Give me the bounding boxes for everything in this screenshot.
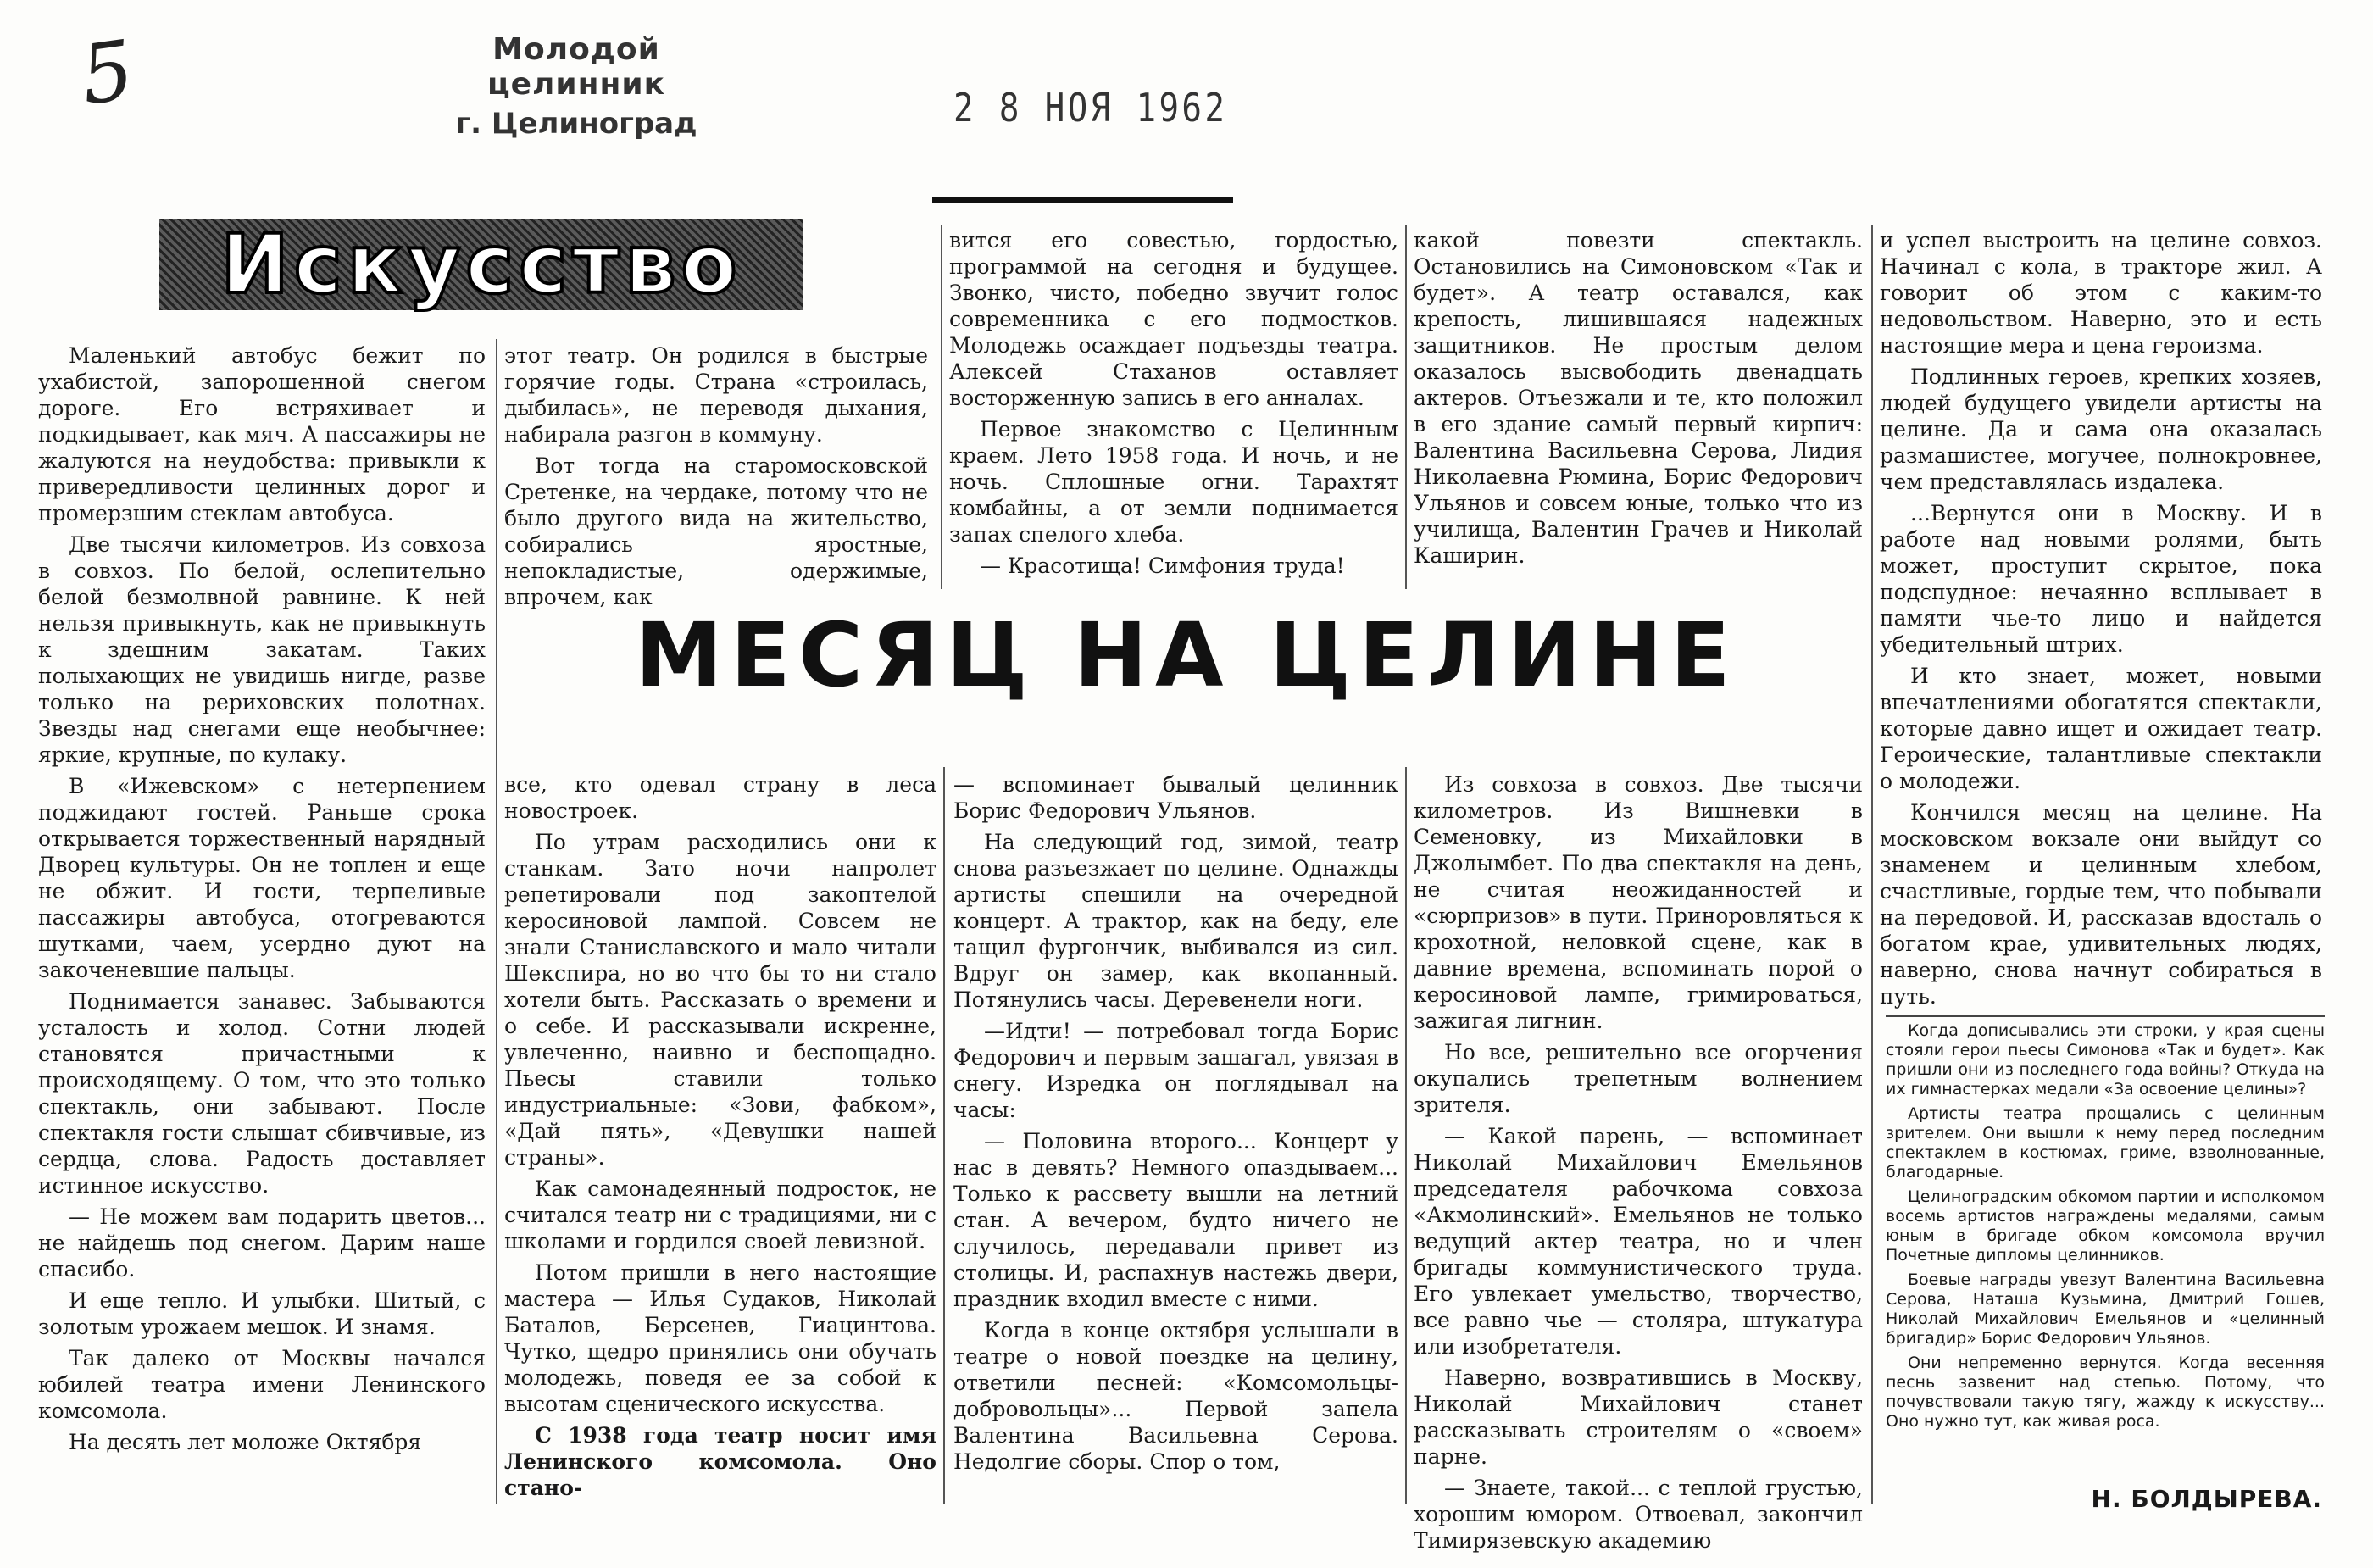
headline: МЕСЯЦ НА ЦЕЛИНЕ <box>635 603 1738 707</box>
paragraph: — вспоминает бывалый целинник Борис Федорович Ульянов. <box>953 772 1398 823</box>
column-divider <box>1405 225 1407 589</box>
paragraph: Но все, решительно все огорчения окупались трепетным волнением зрителя. <box>1414 1040 1863 1117</box>
article-column-2-top <box>504 342 928 609</box>
paragraph: На десять лет моложе Октября <box>69 1430 422 1454</box>
article-column-3-bottom <box>953 771 1398 1502</box>
paragraph: Маленький автобус бежит по ухабистой, запорошенной снегом дороге. Его встряхивает и подкидывает, как мяч. А пассажиры не жалуются на неудобства: привыкли к привередливости целинных дорог и промерзшим стеклам автобуса. <box>38 343 486 525</box>
paragraph: В «Ижевском» с нетерпением поджидают гостей. Раньше срока открывается торжественный нарядный Дворец культуры. Он не топлен и еще не обжит. И гости, терпеливые пассажиры автобуса, отогреваются шутками, чаем, усердно дуют на закоченевшие пальцы. <box>38 774 486 982</box>
date-stamp: 2 8 НОЯ 1962 <box>953 85 1228 131</box>
footnote-rule <box>1886 1015 2325 1017</box>
paragraph: какой повезти спектакль. Остановились на Симоновском «Так и будет». А театр оставался, как крепость, лишившаяся надежных защитников. Не простым делом оказалось высвободить двенадцать актеров. Отъезжали и те, кто положил в его здание самый первый кирпич: Валентина Васильевна Серова, Лидия Николаевна Рюмина, Борис Федорович Ульянов и совсем юные, только что из училища, Валентин Грачев и Николай Каширин. <box>1414 228 1863 568</box>
column-divider <box>943 767 945 1504</box>
handwritten-page-number: 5 <box>75 22 140 124</box>
column-divider <box>1871 225 1873 1504</box>
article-column-5 <box>1880 227 2322 1015</box>
publication-name: Молодой целинник <box>486 32 666 102</box>
paragraph: Из совхоза в совхоз. Две тысячи километров. Из Вишневки в Семеновку, из Михайловки в Джолымбет. По два спектакля на день, не считая неожиданностей и «сюрпризов» в пути. Приноровляться к крохотной, неловкой сцене, как в давние времена, вспоминать порой о керосиновой лампе, гримироваться, зажигая лигнин. <box>1414 772 1863 1033</box>
paragraph: — Какой парень, — вспоминает Николай Михайлович Емельянов председателя рабочкома совхоза «Акмолинский». Емельянов не только ведущий актер театра, но и член бригады коммунистического труда. Его увлекает умельство, творчество, все равно чье — столяра, штукатура или изобретателя. <box>1414 1124 1863 1359</box>
paragraph: — Не можем вам подарить цветов... не найдешь под снегом. Дарим наше спасибо. <box>38 1204 486 1282</box>
paragraph: Вот тогда на старомосковской Сретенке, на чердаке, потому что не было другого вида на жительство, собирались яростные, непокладистые, одержимые, впрочем, как <box>504 453 928 609</box>
paragraph: — Половина второго... Концерт у нас в девять? Немного опаздываем... Только к рассвету вышли на летний стан. А вечером, будто ничего не случилось, передавали привет из столицы. И, распахнув настежь двери, праздник входил вместе с ними. <box>953 1129 1398 1311</box>
paragraph: вится его совестью, гордостью, программой на сегодня и будущее. Звонко, чисто, победно звучит голос современника с его подмостков. Молодежь осаждает подъезды театра. Алексей Стаханов оставляет восторженную запись в его анналах. <box>949 228 1398 410</box>
paragraph: Как самонадеянный подросток, не считался театр ни с традициями, ни с школами и гордился своей левизной. <box>504 1176 936 1254</box>
paragraph: ...Вернутся они в Москву. И в работе над новыми ролями, быть может, проступит скрытое, пока подспудное: нечаянно всплывает в памяти чье-то лицо и найдется убедительный штрих. <box>1880 501 2322 657</box>
footnote-paragraph: Целиноградским обкомом партии и исполкомом восемь артистов награждены медалями, самым юным в бригаде обком комсомола вручил Почетные дипломы целинников. <box>1886 1187 2325 1265</box>
paragraph: Кончился месяц на целине. На московском вокзале они выйдут со знаменем и целинным хлебом, счастливые, гордые тем, что побывали на передовой. И, рассказав вдосталь о богатом крае, удивительных людях, наверно, снова начнут собираться в путь. <box>1880 800 2322 1009</box>
rubric-banner <box>159 219 803 310</box>
paragraph: Наверно, возвратившись в Москву, Николай Михайлович станет рассказывать строителям о «своем» парне. <box>1414 1365 1863 1469</box>
footnote-paragraph: Когда дописывались эти строки, у края сцены стояли герои пьесы Симонова «Так и будет». Как пришли они из последнего года войны? Откуда на их гимнастерках медали «За освоение целины»? <box>1886 1021 2325 1098</box>
top-rule <box>932 197 1233 203</box>
column-divider <box>941 225 942 589</box>
article-column-3-top <box>949 227 1398 583</box>
column-divider <box>1405 767 1407 1504</box>
paragraph: На следующий год, зимой, театр снова разъезжает по целине. Однажды артисты спешили на очередной концерт. А трактор, как на беду, еле тащил фургончик, выбивался из сил. Вдруг он замер, как вкопанный. Потянулись часы. Деревенели ноги. <box>953 830 1398 1012</box>
paragraph: Так далеко от Москвы начался юбилей театра имени Ленинского комсомола. <box>38 1346 486 1423</box>
footnote-block <box>1886 1021 2325 1437</box>
rubric-title: Искусство <box>220 217 742 312</box>
publication-city: г. Целиноград <box>455 107 697 141</box>
article-column-1 <box>38 342 486 1502</box>
paragraph: все, кто одевал страну в леса новостроек. <box>504 772 936 823</box>
paragraph: и успел выстроить на целине совхоз. Начинал с кола, в тракторе жил. А говорит об этом с каким-то недовольством. Наверно, это и есть настоящие мера и цена героизма. <box>1880 228 2322 358</box>
paragraph: Потом пришли в него настоящие мастера — Илья Судаков, Николай Баталов, Берсенев, Гиацинтова. Чутко, щедро принялись они обучать молодежь, поведя ее за собой к высотам сценического искусства. <box>504 1260 936 1416</box>
article-column-4-bottom <box>1414 771 1863 1553</box>
column-divider <box>496 339 497 1504</box>
author-byline: Н. БОЛДЫРЕВА. <box>2091 1485 2322 1513</box>
paragraph: этот театр. Он родился в быстрые горячие годы. Страна «строилась, дыбилась», не переводя дыхания, набирала разгон в коммуну. <box>504 343 928 447</box>
paragraph: По утрам расходились они к станкам. Зато ночи напролет репетировали под закоптелой керосиновой лампой. Совсем не знали Станиславского и мало читали Шекспира, но во что бы то ни стало хотели быть. Рассказать о времени и о себе. И рассказывали искренне, увлеченно, наивно и беспощадно. Пьесы ставили только индустриальные: «Зови, фабком», «Дай пять», «Девушки нашей страны». <box>504 830 936 1170</box>
paragraph: — Знаете, такой... с теплой грустью, хорошим юмором. Отвоевал, закончил Тимирязевскую академию <box>1414 1476 1863 1553</box>
article-column-2-bottom <box>504 771 936 1502</box>
footnote-paragraph: Они непременно вернутся. Когда весенняя песнь зазвенит над степью. Потому, что почувствовали такую тягу, жажду к искусству... Оно нужно тут, как живая роса. <box>1886 1354 2325 1431</box>
paragraph: Подлинных героев, крепких хозяев, людей будущего увидели артисты на целине. Да и сама она оказалась размашистее, могучее, полнокровнее, чем представлялась издалека. <box>1880 364 2322 494</box>
paragraph: Первое знакомство с Целинным краем. Лето 1958 года. И ночь, и не ночь. Сплошные огни. Тарахтят комбайны, а от земли поднимается запах спелого хлеба. <box>949 417 1398 547</box>
paragraph: И еще тепло. И улыбки. Шитый, с золотым урожаем мешок. И знамя. <box>38 1288 486 1339</box>
paragraph: С 1938 года театр носит имя Ленинского комсомола. Оно стано- <box>504 1423 936 1500</box>
paragraph: —Идти! — потребовал тогда Борис Федорович и первым зашагал, увязая в снегу. Изредка он поглядывал на часы: <box>953 1019 1398 1122</box>
footnote-paragraph: Боевые награды увезут Валентина Васильевна Серова, Наташа Кузьмина, Дмитрий Гошев, Николай Михайлович Емельянов и «целинный бригадир» Борис Федорович Ульянов. <box>1886 1271 2325 1348</box>
footnote-paragraph: Артисты театра прощались с целинным зрителем. Они вышли к нему перед последним спектаклем в костюмах, гриме, взволнованные, благодарные. <box>1886 1104 2325 1182</box>
paragraph: Две тысячи километров. Из совхоза в совхоз. По белой, ослепительно белой безмолвной равнине. К ней нельзя привыкнуть, как не привыкнуть к здешним закатам. Таких полыхающих не увидишь нигде, разве только на рериховских полотнах. Звезды над снегами еще необычнее: яркие, крупные, по кулаку. <box>38 532 486 767</box>
paragraph: И кто знает, может, новыми впечатлениями обогатятся спектакли, которые давно ищет и ожидает театр. Героические, талантливые спектакли о молодежи. <box>1880 664 2322 793</box>
paragraph: Поднимается занавес. Забываются усталость и холод. Сотни людей становятся причастными к происходящему. О том, что это только спектакль, они забывают. После спектакля гости слышат сбивчивые, из сердца, слова. Радость доставляет истинное искусство. <box>38 989 486 1198</box>
paragraph: — Красотища! Симфония труда! <box>980 553 1345 578</box>
article-column-4-top <box>1414 227 1863 583</box>
publication-stamp <box>398 32 754 141</box>
paragraph: Когда в конце октября услышали в театре о новой поездке на целину, ответили песней: «Комсомольцы-добровольцы»... Первой запела Валентина Васильевна Серова. Недолгие сборы. Спор о том, <box>953 1318 1398 1474</box>
